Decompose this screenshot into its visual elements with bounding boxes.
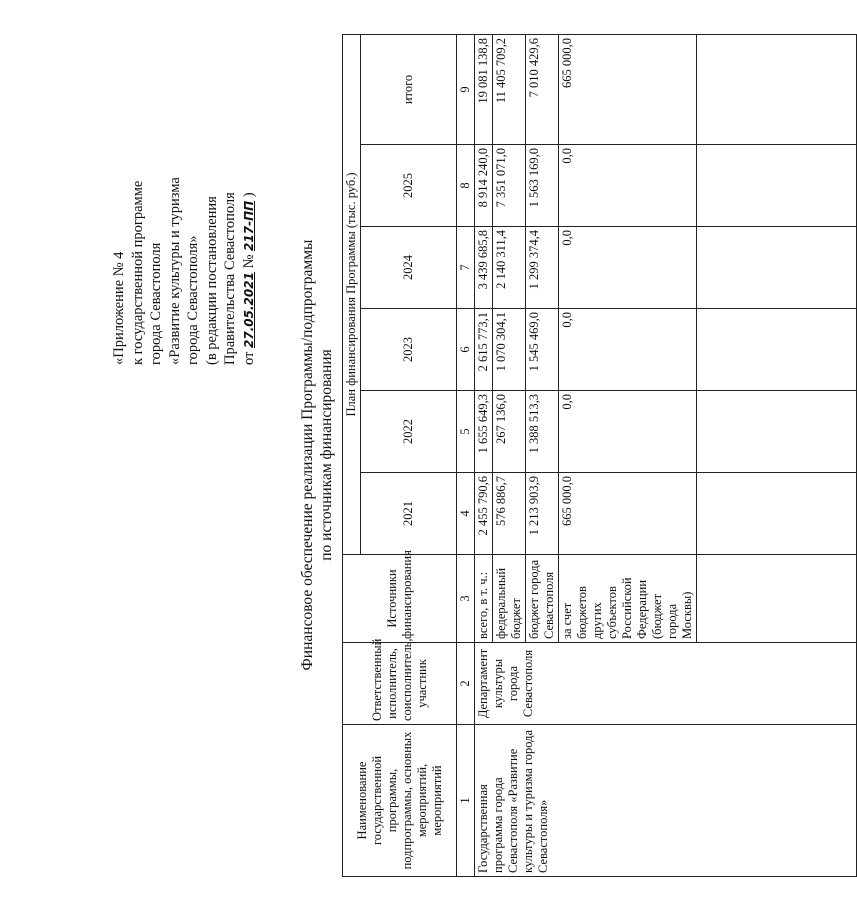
value-cell: 2 140 311,4 xyxy=(493,227,526,309)
col-number: 9 xyxy=(457,35,475,145)
document-title xyxy=(298,25,336,885)
decree-mid: № xyxy=(240,250,257,273)
col-number: 2 xyxy=(457,643,475,725)
col-number: 4 xyxy=(457,473,475,555)
source-cell: федеральный бюджет xyxy=(493,555,526,643)
col-header-plan: План финансирования Программы (тыс. руб.) xyxy=(343,35,361,555)
value-cell: 0,0 xyxy=(559,227,697,309)
header-line: города Севастополя» xyxy=(185,235,201,365)
empty-cell xyxy=(697,145,857,227)
year-header: 2023 xyxy=(361,309,457,391)
source-cell: бюджет города Севастополя xyxy=(526,555,559,643)
value-cell: 0,0 xyxy=(559,145,697,227)
year-header: 2025 xyxy=(361,145,457,227)
value-cell: 7 351 071,0 xyxy=(493,145,526,227)
source-cell: всего, в т. ч.: xyxy=(475,555,493,643)
appendix-header xyxy=(110,65,258,365)
col-header-executor: Ответственный исполнитель, соисполнитель, участник xyxy=(343,643,457,725)
decree-suffix: ) xyxy=(240,192,257,201)
value-cell: 267 136,0 xyxy=(493,391,526,473)
value-cell: 2 615 773,1 xyxy=(475,309,493,391)
value-cell: 2 455 790,6 xyxy=(475,473,493,555)
header-line: города Севастополя xyxy=(148,242,164,365)
col-number: 7 xyxy=(457,227,475,309)
value-cell: 7 010 429,6 xyxy=(526,35,559,145)
value-cell: 8 914 240,0 xyxy=(475,145,493,227)
col-number: 8 xyxy=(457,145,475,227)
header-line: (в редакции постановления xyxy=(203,196,220,365)
source-cell: за счет бюджетов других субъектов Российской Федерации (бюджет города Москвы) xyxy=(559,555,697,643)
year-header: 2021 xyxy=(361,473,457,555)
value-cell: 576 886,7 xyxy=(493,473,526,555)
year-header: итого xyxy=(361,35,457,145)
decree-number: 217-ПП xyxy=(241,200,256,251)
decree-prefix: от xyxy=(240,347,257,365)
empty-cell xyxy=(697,35,857,145)
value-cell: 1 070 304,1 xyxy=(493,309,526,391)
title-line: Финансовое обеспечение реализации Программы/подпрограммы xyxy=(299,239,316,671)
decree-reference xyxy=(240,65,259,365)
col-header-source: Источники финансирования xyxy=(343,555,457,643)
value-cell: 665 000,0 xyxy=(559,35,697,145)
value-cell: 11 405 709,2 xyxy=(493,35,526,145)
empty-cell xyxy=(697,555,857,643)
empty-cell xyxy=(697,473,857,555)
value-cell: 0,0 xyxy=(559,309,697,391)
header-row xyxy=(343,35,361,877)
value-cell: 3 439 685,8 xyxy=(475,227,493,309)
empty-cell xyxy=(697,391,857,473)
value-cell: 1 388 513,3 xyxy=(526,391,559,473)
year-header: 2024 xyxy=(361,227,457,309)
value-cell: 1 563 169,0 xyxy=(526,145,559,227)
value-cell: 1 655 649,3 xyxy=(475,391,493,473)
value-cell: 665 000,0 xyxy=(559,473,697,555)
header-line: к государственной программе xyxy=(129,180,146,365)
value-cell: 1 299 374,4 xyxy=(526,227,559,309)
col-header-name: Наименование государственной программы, подпрограммы, основных мероприятий, мероприятий xyxy=(343,725,457,877)
col-number: 5 xyxy=(457,391,475,473)
header-line: Правительства Севастополя xyxy=(222,192,238,365)
year-header: 2022 xyxy=(361,391,457,473)
column-number-row xyxy=(457,35,475,877)
col-number: 1 xyxy=(457,725,475,877)
program-name-cell: Государственная программа города Севастополя «Развитие культуры и туризма города Севастополя» xyxy=(475,725,857,877)
col-number: 6 xyxy=(457,309,475,391)
value-cell: 1 545 469,0 xyxy=(526,309,559,391)
header-line: «Приложение № 4 xyxy=(111,251,127,365)
value-cell: 0,0 xyxy=(559,391,697,473)
empty-cell xyxy=(697,227,857,309)
empty-cell xyxy=(697,309,857,391)
header-line: «Развитие культуры и туризма xyxy=(166,177,183,365)
value-cell: 19 081 138,8 xyxy=(475,35,493,145)
executor-cell: Департамент культуры города Севастополя xyxy=(475,643,857,725)
col-number: 3 xyxy=(457,555,475,643)
table-row xyxy=(475,35,493,877)
decree-date: 27.05.2021 xyxy=(241,272,256,348)
financing-table xyxy=(342,34,857,877)
title-line: по источникам финансирования xyxy=(318,349,335,561)
value-cell: 1 213 903,9 xyxy=(526,473,559,555)
